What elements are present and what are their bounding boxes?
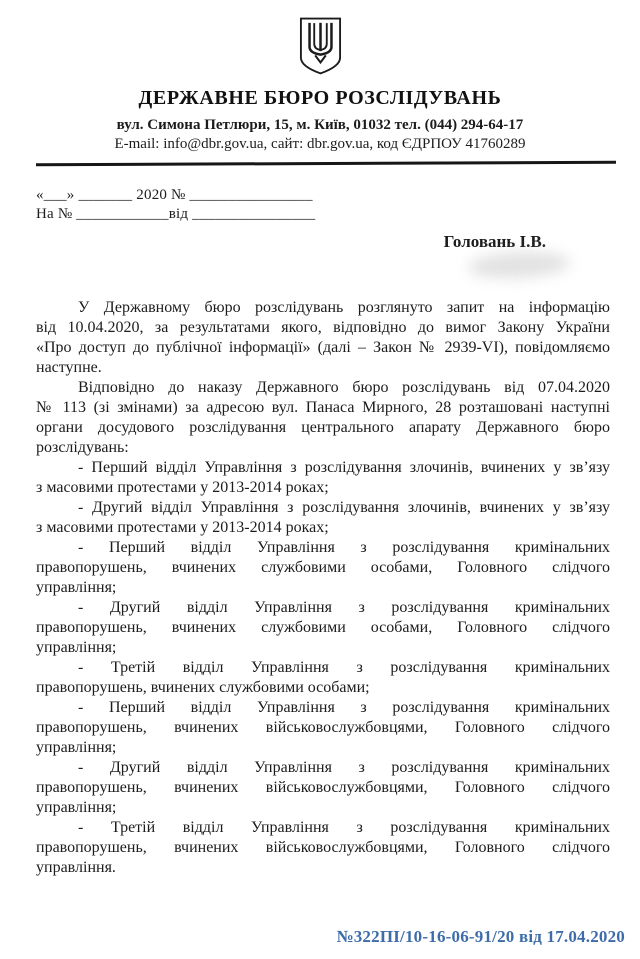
body-line: управління; [36, 639, 117, 656]
reference-block [36, 186, 640, 224]
body-line: - Третій відділ Управління з розслідування кримінальних [78, 659, 610, 676]
list-item-unit [36, 598, 610, 658]
list-item-unit [36, 758, 610, 818]
body-line: правопорушень, вчинених військовослужбовцями, Головного слідчого [36, 719, 610, 736]
body-line: правопорушень, вчинених службовими особами; [36, 679, 370, 696]
body-line: правопорушень, вчинених військовослужбовцями, Головного слідчого [36, 779, 610, 796]
letter-body [36, 298, 610, 878]
date-number-line: «___» _______ 2020 № ________________ [36, 187, 313, 203]
list-item-unit [36, 698, 610, 758]
body-line: - Перший відділ Управління з розслідування кримінальних [78, 539, 610, 556]
body-line: правопорушень, вчинених військовослужбовцями, Головного слідчого [36, 839, 610, 856]
body-line: управління; [36, 579, 117, 596]
address-phone-line: вул. Симона Петлюри, 15, м. Київ, 01032 тел. (044) 294-64-17 [116, 117, 524, 133]
body-line: «Про доступ до публічної інформації» (далі – Закон № 2939-VI), повідомляємо [36, 339, 610, 356]
list-item-unit [36, 498, 610, 538]
paragraph-order [36, 378, 610, 458]
body-line: з масовими протестами у 2013-2014 роках; [36, 519, 329, 536]
addressee-name: Головань І.В. [443, 232, 546, 251]
body-line: з масовими протестами у 2013-2014 роках; [36, 479, 329, 496]
organization-name: ДЕРЖАВНЕ БЮРО РОЗСЛІДУВАНЬ [138, 87, 502, 109]
body-line: - Другий відділ Управління з розслідування кримінальних [78, 759, 610, 776]
body-line: розслідувань: [36, 439, 129, 456]
body-line: № 113 (зі змінами) за адресою вул. Панаса Мирного, 28 розташовані наступні [36, 399, 610, 416]
body-line: - Перший відділ Управління з розслідування кримінальних [78, 699, 610, 716]
body-line: від 10.04.2020, за результатами якого, відповідно до вимог Закону України [36, 319, 610, 336]
body-line: - Третій відділ Управління з розслідування кримінальних [78, 819, 610, 836]
letterhead-divider [36, 161, 616, 167]
list-item-unit [36, 458, 610, 498]
paragraph-intro [36, 298, 610, 378]
body-line: управління; [36, 799, 117, 816]
body-line: управління; [36, 739, 117, 756]
body-line: правопорушень, вчинених службовими особами, Головного слідчого [36, 559, 610, 576]
body-line: наступне. [36, 359, 102, 376]
list-item-unit [36, 658, 610, 698]
scan-smudge [467, 249, 570, 280]
email-site-code-line: E-mail: info@dbr.gov.ua, сайт: dbr.gov.ua, код ЄДРПОУ 41760289 [114, 136, 526, 152]
ukraine-trident-emblem-icon [297, 17, 344, 75]
list-item-unit [36, 818, 610, 878]
reply-reference-line: На № ____________від ________________ [36, 206, 316, 222]
list-item-unit [36, 538, 610, 598]
body-line: У Державному бюро розслідувань розглянуто запит на інформацію [78, 299, 610, 316]
body-line: - Другий відділ Управління з розслідування злочинів, вчинених у зв’язу [78, 499, 610, 516]
body-line: - Перший відділ Управління з розслідування злочинів, вчинених у зв’язу [78, 459, 610, 476]
body-line: управління. [36, 859, 116, 876]
body-line: правопорушень, вчинених службовими особами, Головного слідчого [36, 619, 610, 636]
body-line: - Другий відділ Управління з розслідування кримінальних [78, 599, 610, 616]
body-line: Відповідно до наказу Державного бюро розслідувань від 07.04.2020 [78, 379, 610, 396]
registration-number-stamp: №322ПІ/10-16-06-91/20 від 17.04.2020 [336, 927, 625, 946]
body-line: органи досудового розслідування центрального апарату Державного бюро [36, 419, 610, 436]
